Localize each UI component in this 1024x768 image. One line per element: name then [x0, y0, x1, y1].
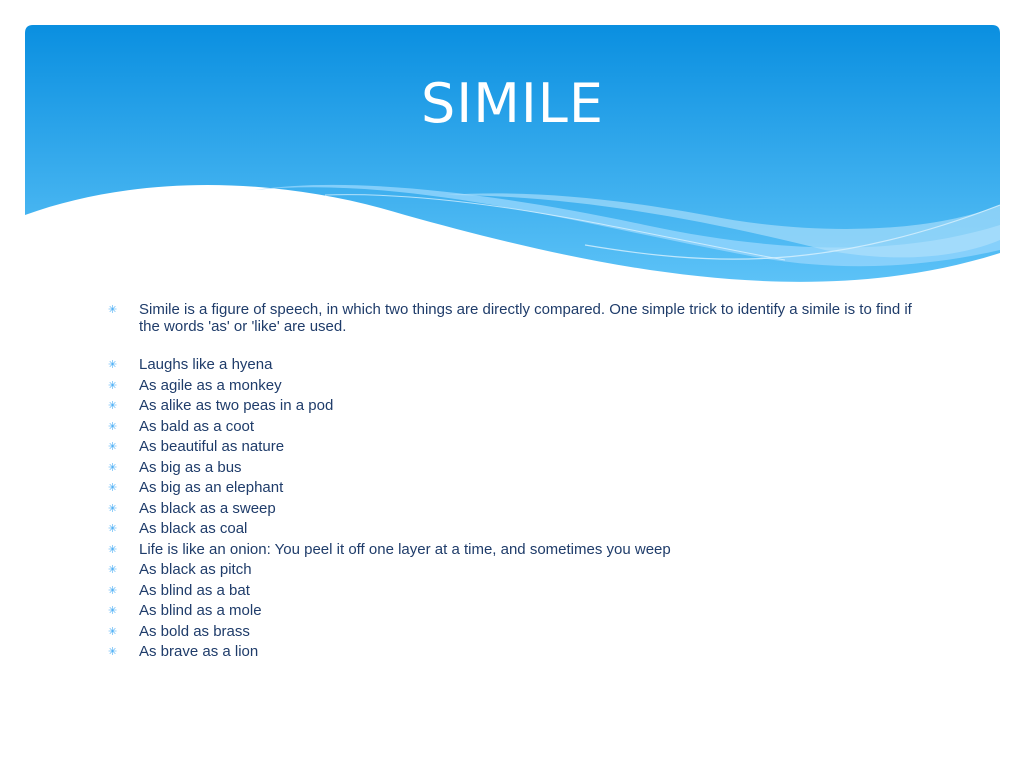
list-item-text: As blind as a mole — [139, 602, 262, 619]
list-item — [108, 601, 928, 622]
asterisk-bullet-icon: ✳ — [108, 420, 118, 433]
asterisk-bullet-icon: ✳ — [108, 502, 118, 515]
list-item-text: As agile as a monkey — [139, 376, 282, 394]
list-item-text: Laughs like a hyena — [139, 356, 273, 373]
asterisk-bullet-icon: ✳ — [108, 584, 118, 597]
asterisk-bullet-icon: ✳ — [108, 625, 118, 638]
list-item — [108, 540, 928, 561]
list-item — [108, 499, 928, 520]
list-item-text: As beautiful as nature — [139, 438, 285, 455]
list-item-text: As big as an elephant — [139, 479, 284, 496]
list-item — [108, 478, 928, 499]
list-item-text: As bold as brass — [139, 622, 250, 640]
intro-text: Simile is a figure of speech, in which two things are directly compared. One simple trick to identify a simile is to find if the words 'as' or 'like' are used. — [139, 301, 912, 335]
list-item-text: As alike as two peas in a pod — [139, 397, 334, 414]
list-item-text: As blind as a bat — [139, 581, 250, 599]
wave-banner-graphic — [25, 25, 1000, 295]
list-item — [108, 458, 928, 479]
list-item — [108, 519, 928, 540]
list-item — [108, 396, 928, 417]
asterisk-bullet-icon: ✳ — [108, 461, 118, 474]
asterisk-bullet-icon: ✳ — [108, 400, 118, 412]
list-item-text: Life is like an onion: You peel it off one layer at a time, and sometimes you weep — [139, 540, 671, 558]
asterisk-bullet-icon: ✳ — [108, 564, 118, 576]
list-item — [108, 376, 928, 397]
asterisk-bullet-icon: ✳ — [108, 543, 118, 556]
list-item — [108, 417, 928, 438]
list-item — [108, 581, 928, 602]
list-item-text: As black as coal — [139, 520, 248, 537]
title-banner — [25, 25, 1000, 295]
list-item-text: As brave as a lion — [139, 643, 259, 660]
list-item-text: As big as a bus — [139, 458, 242, 476]
list-item — [108, 437, 928, 458]
asterisk-bullet-icon: ✳ — [108, 523, 118, 535]
slide-title: SIMILE — [421, 72, 604, 135]
list-item-text: As black as a sweep — [139, 499, 276, 517]
list-item — [108, 560, 928, 581]
slide-content — [108, 302, 928, 663]
asterisk-bullet-icon: ✳ — [108, 304, 118, 316]
list-item-text: As bald as a coot — [139, 417, 255, 435]
list-item — [108, 622, 928, 643]
list-item — [108, 355, 928, 376]
list-item-text: As black as pitch — [139, 561, 252, 578]
asterisk-bullet-icon: ✳ — [108, 482, 118, 494]
simile-examples-list — [108, 355, 928, 663]
intro-item — [108, 302, 928, 335]
asterisk-bullet-icon: ✳ — [108, 441, 118, 453]
list-item — [108, 642, 928, 663]
asterisk-bullet-icon: ✳ — [108, 646, 118, 658]
asterisk-bullet-icon: ✳ — [108, 359, 118, 371]
asterisk-bullet-icon: ✳ — [108, 379, 118, 392]
asterisk-bullet-icon: ✳ — [108, 605, 118, 617]
